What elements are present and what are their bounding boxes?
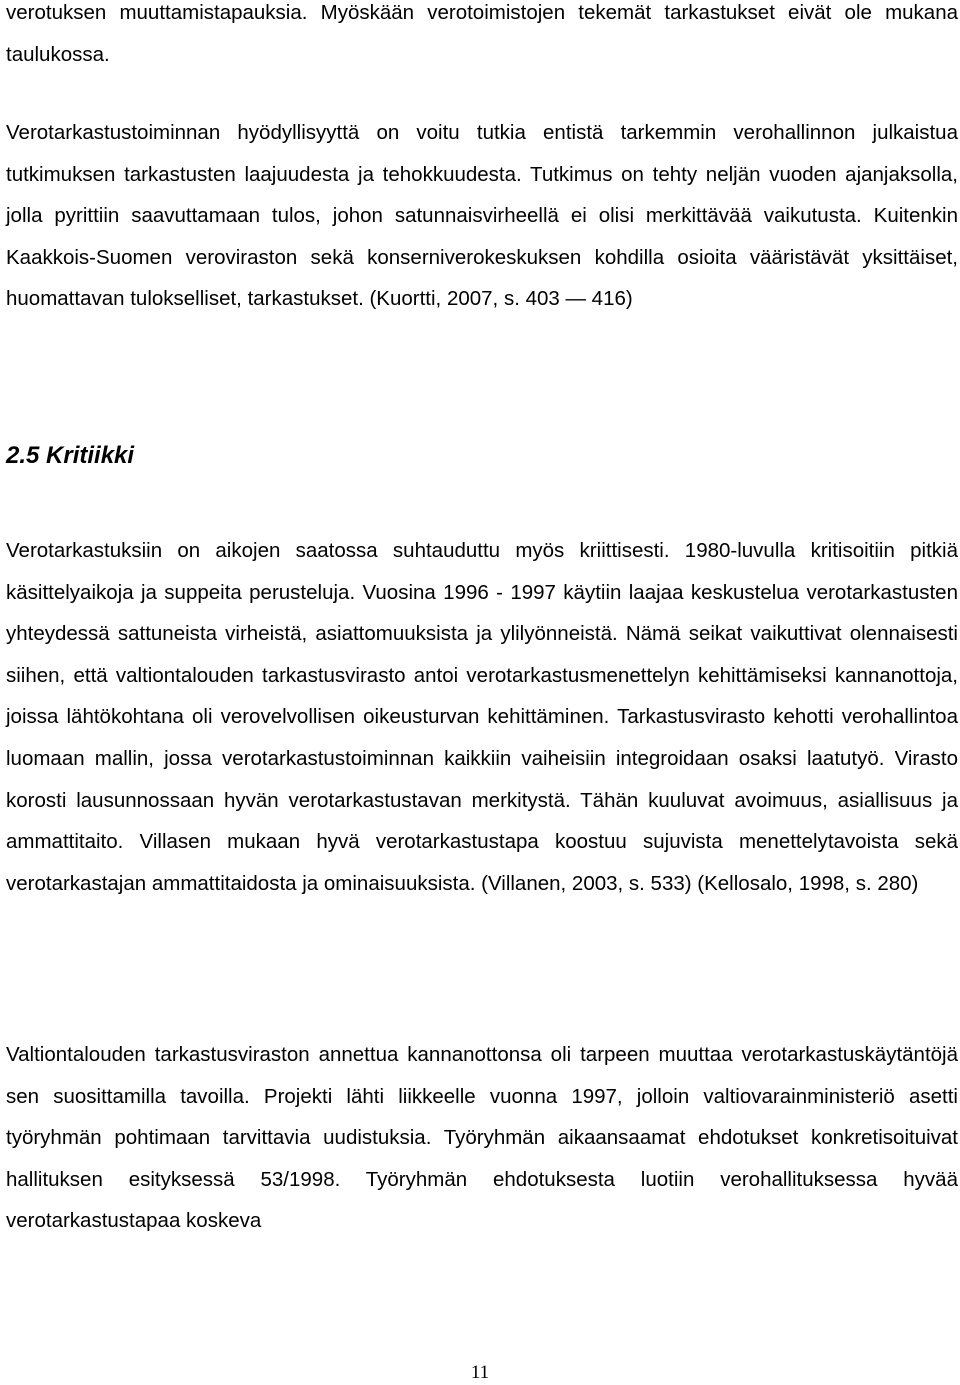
paragraph-kritiikki: Verotarkastuksiin on aikojen saatossa suhtauduttu myös kriittisesti. 1980-luvulla kritisoitiin pitkiä käsittelyaikoja ja suppeita perusteluja. Vuosina 1996 - 1997 käytiin laajaa keskustelua verotarkastusten yhteydessä sattuneista virheistä, asiattomuuksista ja ylilyönneistä. Nämä seikat vaikuttivat olennaisesti siihen, että valtiontalouden tarkastusvirasto antoi verotarkastusmenettelyn kehittämiseksi kannanottoja, joissa lähtökohtana oli verovelvollisen oikeusturvan kehittäminen. Tarkastusvirasto kehotti verohallintoa luomaan mallin, jossa verotarkastustoiminnan kaikkiin vaiheisiin integroidaan osaksi laatutyö. Virasto korosti lausunnossaan hyvän verotarkastustavan merkitystä. Tähän kuuluvat avoimuus, asiallisuus ja ammattitaito. Villasen mukaan hyvä verotarkastustapa koostuu sujuvista menettelytavoista sekä verotarkastajan ammattitaidosta ja ominaisuuksista. (Villanen, 2003, s. 533) (Kellosalo, 1998, s. 280): [6, 539, 958, 895]
paragraph-valtiontalouden: Valtiontalouden tarkastusviraston annettua kannanottonsa oli tarpeen muuttaa verotarkastuskäytäntöjä sen suosittamilla tavoilla. Projekti lähti liikkeelle vuonna 1997, jolloin valtiovarainministeriö asetti työryhmän pohtimaan tarvittavia uudistuksia. Työryhmän aikaansaamat ehdotukset konkretisoituivat hallituksen esityksessä 53/1998. Työryhmän ehdotuksesta luotiin verohallituksessa hyvää verotarkastustapaa koskeva: [6, 1043, 958, 1233]
paragraph-verotarkastustoiminnan: Verotarkastustoiminnan hyödyllisyyttä on voitu tutkia entistä tarkemmin verohallinnon julkaistua tutkimuksen tarkastusten laajuudesta ja tehokkuudesta. Tutkimus on tehty neljän vuoden ajanjaksolla, jolla pyrittiin saavuttamaan tulos, johon satunnaisvirheellä ei olisi merkittävää vaikutusta. Kuitenkin Kaakkois-Suomen veroviraston sekä konserniverokeskuksen kohdilla osioita vääristävät yksittäiset, huomattavan tulokselliset, tarkastukset. (Kuortti, 2007, s. 403 — 416): [6, 121, 958, 311]
section-heading: 2.5 Kritiikki: [6, 442, 135, 469]
page-number: 11: [470, 1362, 490, 1383]
paragraph-continuation: verotuksen muuttamistapauksia. Myöskään verotoimistojen tekemät tarkastukset eivät ole mukana taulukossa.: [6, 1, 958, 66]
